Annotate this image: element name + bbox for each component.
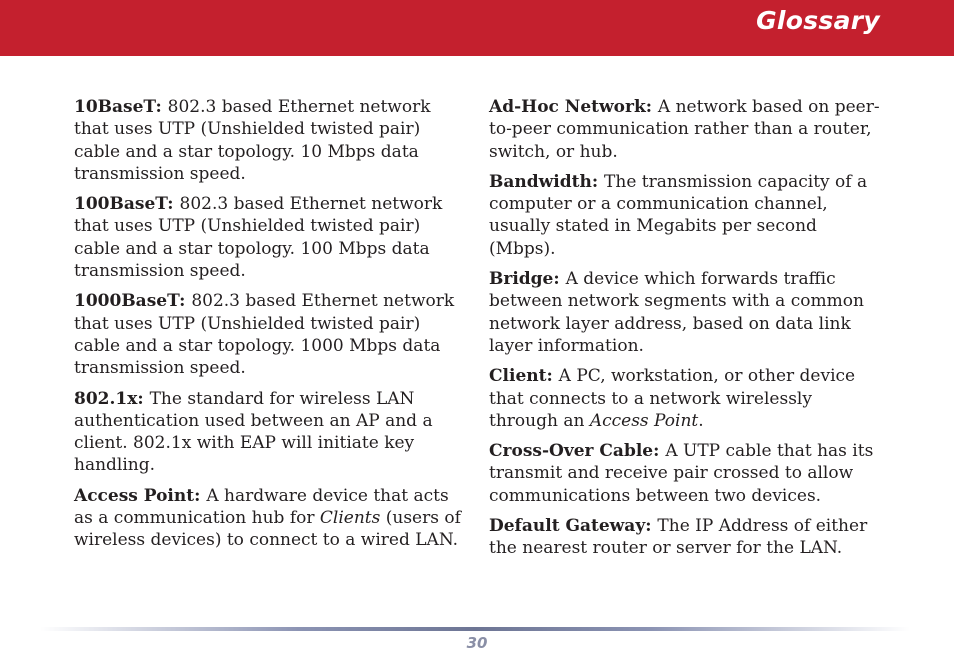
glossary-entry-access-point [74, 485, 466, 552]
glossary-entry-bridge [489, 268, 881, 357]
glossary-entry-ad-hoc-network [489, 96, 881, 163]
definition-text: . [698, 410, 704, 431]
glossary-entry-bandwidth [489, 171, 881, 260]
definition-emphasis: Access Point [589, 410, 699, 431]
header-bar [0, 0, 954, 56]
glossary-definition: The transmission capacity of a computer or a communication channel, usually stated in Megabits per second (Mbps). [489, 171, 868, 259]
glossary-term: Default Gateway: [489, 516, 652, 537]
glossary-term: 802.1x: [74, 388, 144, 409]
glossary-definition: The standard for wireless LAN authentication used between an AP and a client. 802.1x with EAP will initiate key handling. [74, 388, 433, 476]
glossary-term: Cross-Over Cable: [489, 441, 660, 462]
glossary-definition: 802.3 based Ethernet network that uses UTP (Unshielded twisted pair) cable and a star topology. 10 Mbps data transmission speed. [74, 97, 431, 184]
glossary-term: 100BaseT: [74, 194, 174, 215]
glossary-entry-cross-over-cable [489, 440, 881, 507]
glossary-term: Bridge: [489, 269, 560, 290]
glossary-term: Ad-Hoc Network: [489, 97, 652, 117]
glossary-entry-100baset [74, 193, 466, 282]
definition-emphasis: Clients [319, 508, 381, 529]
glossary-entry-10baset [74, 96, 466, 185]
glossary-term: 10BaseT: [74, 97, 162, 117]
definition-text: A PC, workstation, or other device that connects to a network wirelessly through an [489, 366, 856, 431]
glossary-term: Bandwidth: [489, 171, 599, 192]
glossary-definition: 802.3 based Ethernet network that uses UTP (Unshielded twisted pair) cable and a star topology. 1000 Mbps data transmission speed. [74, 291, 455, 379]
definition-text: A hardware device that acts as a communication hub for [74, 485, 449, 529]
glossary-definition: 802.3 based Ethernet network that uses UTP (Unshielded twisted pair) cable and a star topology. 100 Mbps data transmission speed. [74, 194, 443, 282]
page-number: 30 [466, 634, 488, 652]
definition-text: (users of wireless devices) to connect to a wired LAN. [74, 508, 461, 551]
glossary-definition: The IP Address of either the nearest router or server for the LAN. [489, 516, 868, 559]
glossary-entry-default-gateway [489, 515, 881, 560]
glossary-column-left [74, 96, 466, 560]
glossary-entry-1000baset [74, 290, 466, 379]
page-title: Glossary [756, 6, 880, 35]
footer-divider [40, 627, 910, 631]
glossary-definition: A device which forwards traffic between network segments with a common network layer address, based on data link layer information. [489, 269, 864, 356]
glossary-entry-client [489, 365, 881, 432]
glossary-definition: A network based on peer-to-peer communication rather than a router, switch, or hub. [489, 97, 880, 162]
glossary-entry-8021x [74, 388, 466, 477]
glossary-definition: A UTP cable that has its transmit and receive pair crossed to allow communications between two devices. [489, 441, 874, 506]
glossary-term: Client: [489, 366, 553, 387]
glossary-term: Access Point: [74, 485, 201, 506]
glossary-term: 1000BaseT: [74, 291, 186, 312]
glossary-column-right [489, 96, 881, 568]
